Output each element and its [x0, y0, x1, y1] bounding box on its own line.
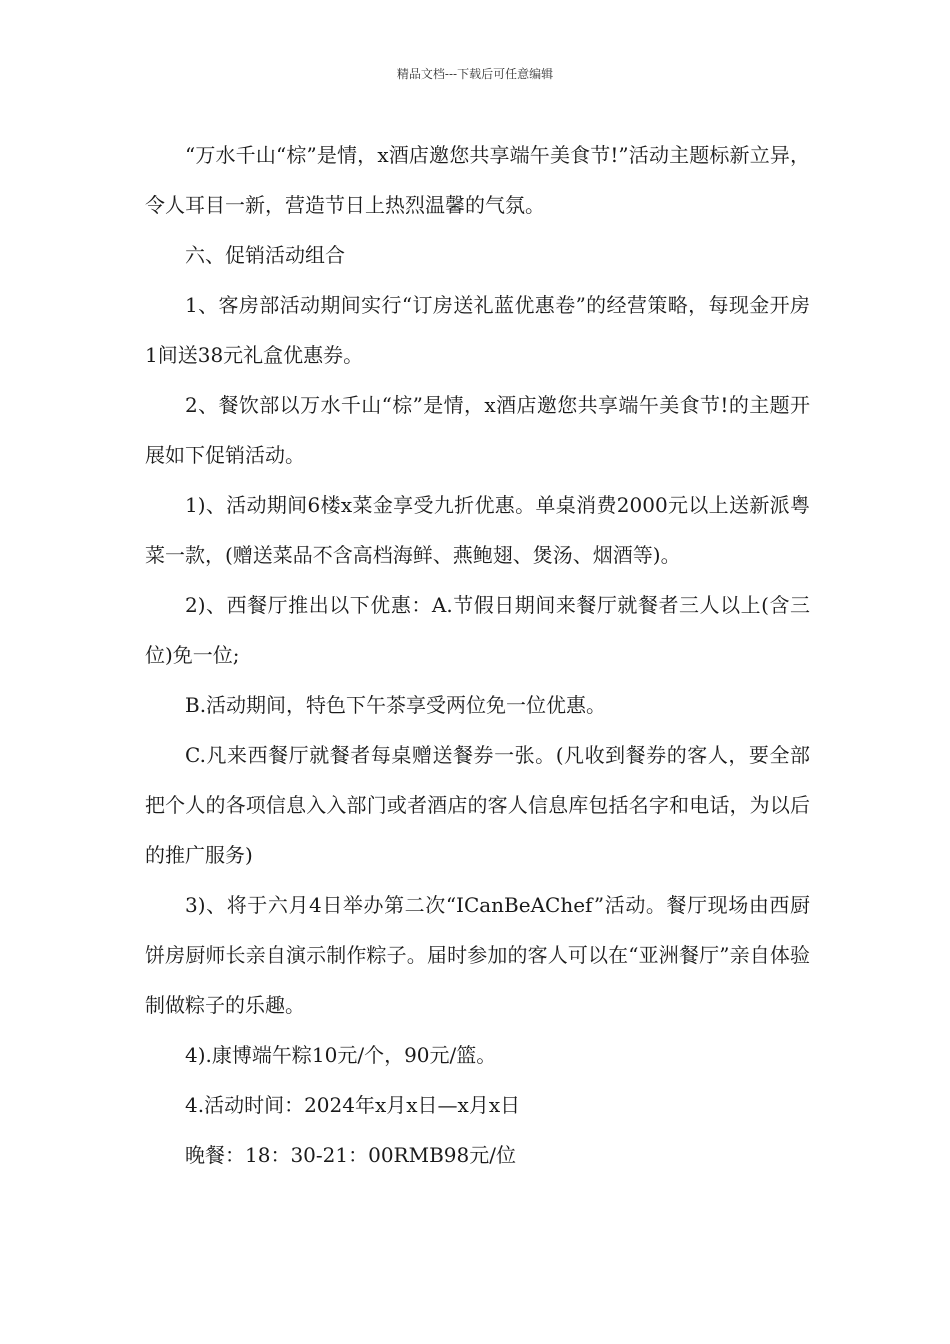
paragraph-item-2b: B.活动期间，特色下午茶享受两位免一位优惠。 — [185, 693, 607, 717]
paragraph-dinner: 晚餐：18：30-21：00RMB98元/位 — [185, 1143, 516, 1167]
paragraph-item-2: 2)、西餐厅推出以下优惠：A.节假日期间来餐厅就餐者三人以上(含三位)免一位; — [145, 593, 810, 667]
paragraph-item-1: 1)、活动期间6楼x菜金享受九折优惠。单桌消费2000元以上送新派粤菜一款，(赠送菜品不含高档海鲜、燕鲍翅、煲汤、烟酒等)。 — [145, 493, 810, 567]
section-heading-promotion: 六、促销活动组合 — [185, 243, 345, 267]
paragraph-item-2c: C.凡来西餐厅就餐者每桌赠送餐券一张。(凡收到餐券的客人，要全部把个人的各项信息入入部门或者酒店的客人信息库包括名字和电话，为以后的推广服务) — [145, 743, 810, 867]
paragraph-theme: “万水千山“棕”是情，x酒店邀您共享端午美食节!”活动主题标新立异，令人耳目一新，营造节日上热烈温馨的气氛。 — [145, 143, 810, 217]
paragraph-dining-dept: 2、餐饮部以万水千山“棕”是情，x酒店邀您共享端午美食节!的主题开展如下促销活动。 — [145, 393, 810, 467]
page-header: 精品文档---下载后可任意编辑 — [396, 67, 554, 81]
paragraph-event-time: 4.活动时间：2024年x月x日—x月x日 — [185, 1093, 521, 1117]
document-body — [145, 130, 810, 1180]
paragraph-item-4: 4).康博端午粽10元/个，90元/篮。 — [185, 1043, 497, 1067]
paragraph-item-3: 3)、将于六月4日举办第二次“ICanBeAChef”活动。餐厅现场由西厨饼房厨师长亲自演示制作粽子。届时参加的客人可以在“亚洲餐厅”亲自体验制做粽子的乐趣。 — [145, 893, 810, 1017]
paragraph-room-dept: 1、客房部活动期间实行“订房送礼蓝优惠卷”的经营策略，每现金开房1间送38元礼盒优惠券。 — [145, 293, 810, 367]
